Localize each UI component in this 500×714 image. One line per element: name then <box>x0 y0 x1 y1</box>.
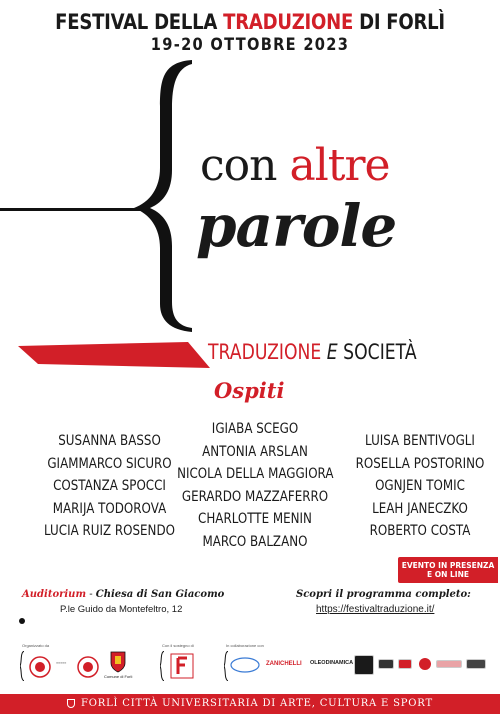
badge-line-1: EVENTO IN PRESENZA <box>401 561 495 570</box>
slogan-line-1 <box>200 140 390 191</box>
guest-name: CHARLOTTE MENIN <box>198 511 312 527</box>
venue-address: P.le Guido da Montefeltro, 12 <box>60 604 183 615</box>
university-seal-2-icon <box>76 655 100 679</box>
sponsor-caption: Con il sostegno di <box>162 643 194 648</box>
venue-name <box>22 589 224 600</box>
guest-name: ROBERTO COSTA <box>369 523 471 539</box>
oleodinamica-logo: OLEODINAMICA <box>310 660 354 666</box>
guests-column-1 <box>38 430 182 543</box>
sponsor-logos-strip <box>18 643 488 683</box>
guest-name: GERARDO MAZZAFERRO <box>181 488 329 505</box>
footer-banner <box>0 694 500 714</box>
zanichelli-logo: ZANICHELLI <box>266 661 302 667</box>
badge-line-2: E ON LINE <box>427 570 469 579</box>
guest-name: ANTONIA ARSLAN <box>202 443 308 460</box>
guests-column-2 <box>177 418 333 553</box>
title-part-red: TRADUZIONE <box>223 10 354 34</box>
guest-name: NICOLA DELLA MAGGIORA <box>177 466 334 482</box>
partner-logo-6 <box>398 659 412 669</box>
organizers-logo-group <box>18 643 138 681</box>
program-link[interactable]: https://festivaltraduzione.it/ <box>316 604 435 615</box>
brace-horizontal-line <box>0 208 150 211</box>
title-part-3: DI FORLÌ <box>353 10 445 34</box>
guest-name: LUCIA RUIZ ROSENDO <box>44 523 175 539</box>
university-text-logo: ≡≡≡≡≡ <box>56 661 67 665</box>
comune-label: Comune di Forlì <box>104 674 133 679</box>
venue-separator: - <box>86 589 96 600</box>
theme-word-societa: SOCIETÀ <box>343 340 417 364</box>
guests-column-3 <box>354 430 485 543</box>
partner-logo-5 <box>378 659 394 669</box>
venue-auditorium: Auditorium <box>22 589 87 600</box>
ospiti-heading: Ospiti <box>214 378 285 403</box>
partners-logo-group <box>222 643 488 681</box>
program-label: Scopri il programma completo: <box>296 589 471 600</box>
venue-church: Chiesa di San Giacomo <box>95 589 225 600</box>
theme-word-traduzione: TRADUZIONE <box>208 340 322 364</box>
theme-title <box>208 340 417 364</box>
university-seal-icon <box>28 655 52 679</box>
city-crest-icon <box>67 699 75 708</box>
group-bracket-icon <box>224 651 228 681</box>
partners-caption: In collaborazione con <box>226 643 264 648</box>
guest-name: SUSANNA BASSO <box>58 433 161 449</box>
slogan-word-con: con <box>200 140 290 191</box>
group-bracket-icon <box>160 651 164 681</box>
guest-name: COSTANZA SPOCCI <box>53 478 166 494</box>
bullet-dot <box>19 618 25 624</box>
curly-brace-graphic <box>130 56 200 336</box>
group-bracket-icon <box>20 651 24 681</box>
foundation-logo-icon <box>170 653 194 679</box>
partner-oval-logo-icon <box>230 657 260 673</box>
comune-crest-icon <box>110 651 126 673</box>
event-mode-badge <box>398 557 498 583</box>
organizers-caption: Organizzato da <box>22 643 50 648</box>
title-part-1: FESTIVAL DELLA <box>55 10 224 34</box>
festival-header <box>0 10 500 55</box>
guest-name: LEAH JANECZKO <box>372 500 468 517</box>
guest-name: GIAMMARCO SICURO <box>47 455 172 472</box>
partner-square-logo <box>354 655 374 675</box>
red-ribbon <box>18 342 218 368</box>
festival-title <box>35 10 465 34</box>
festival-dates: 19-20 OTTOBRE 2023 <box>150 35 350 55</box>
slogan-word-altre: altre <box>289 140 390 191</box>
footer-text: FORLÌ CITTÀ UNIVERSITARIA DI ARTE, CULTURA E SPORT <box>81 698 433 709</box>
partner-logo-9 <box>466 659 486 669</box>
guest-name: LUISA BENTIVOGLI <box>365 433 475 449</box>
theme-word-e: E <box>326 340 338 364</box>
slogan-line-2: parole <box>196 192 397 260</box>
partner-logo-8 <box>436 660 462 668</box>
guest-name: IGIABA SCEGO <box>211 421 299 437</box>
guest-name: MARIJA TODOROVA <box>52 500 167 517</box>
guest-name: ROSELLA POSTORINO <box>355 455 485 472</box>
partner-round-logo-icon <box>418 657 432 671</box>
sponsor-logo-group <box>158 643 208 681</box>
guest-name: OGNJEN TOMIC <box>375 478 465 494</box>
guest-name: MARCO BALZANO <box>202 533 308 550</box>
